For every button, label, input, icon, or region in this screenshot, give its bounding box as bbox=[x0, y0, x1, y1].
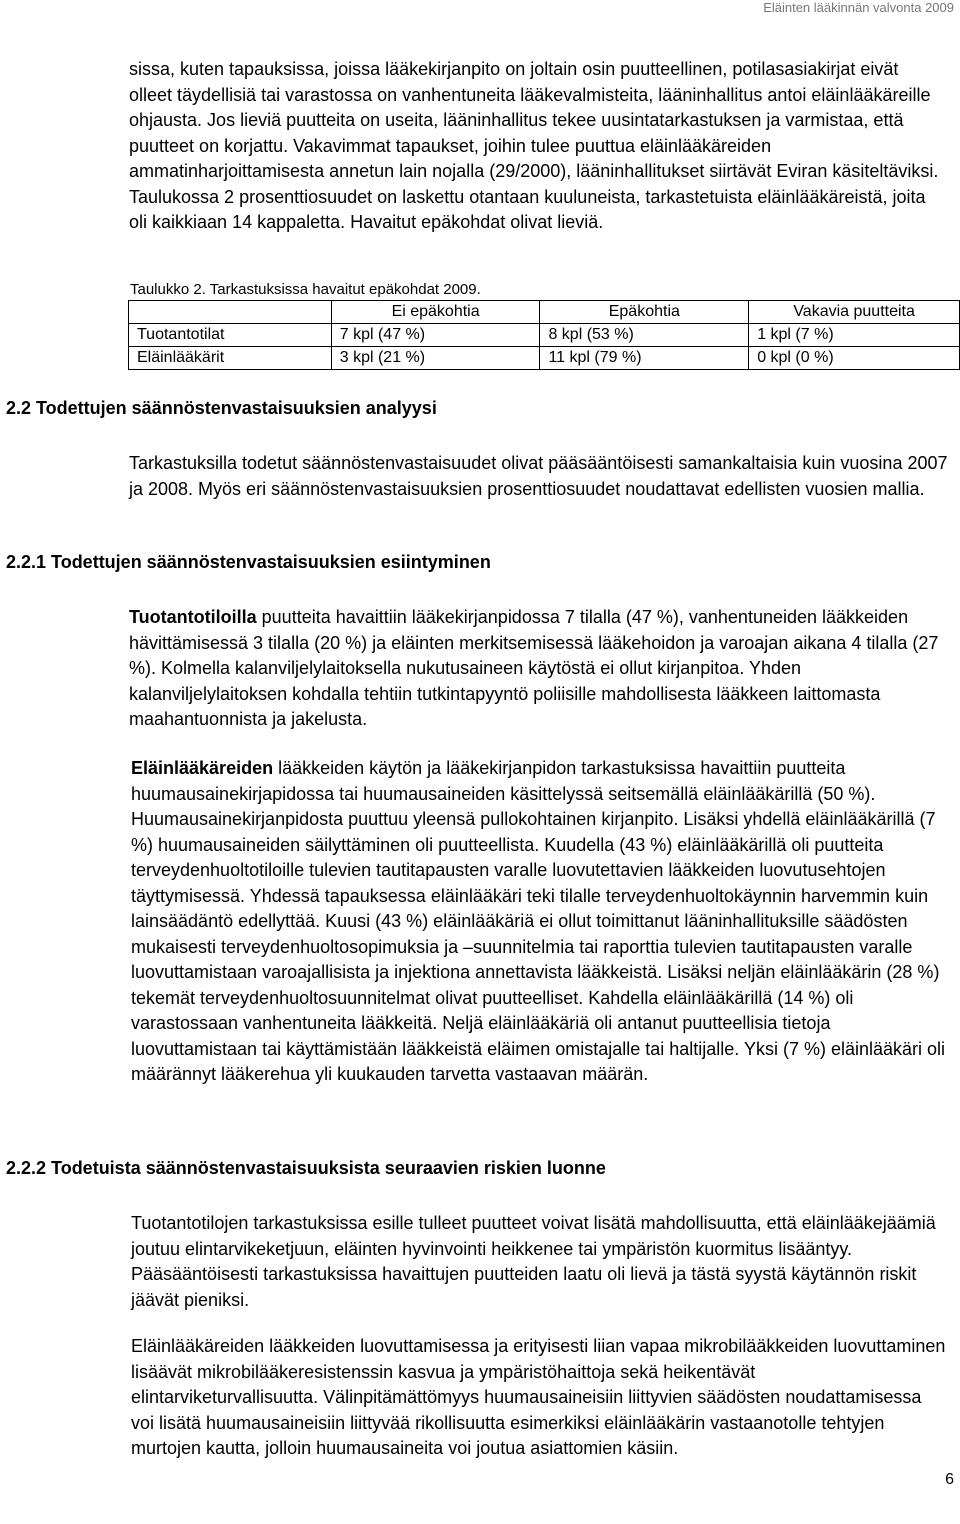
table-cell: 7 kpl (47 %) bbox=[331, 324, 540, 347]
risk-paragraph-2-text: Eläinlääkäreiden lääkkeiden luovuttamisessa ja erityisesti liian vapaa mikrobilääkkeiden luovuttaminen lisäävät mikrobilääkeresistenssin kasvua ja ympäristöhaittoja sekä heikentävät elintarviketurvallisuutta. Välinpitämättömyys huumausaineisiin liittyvien säädösten noudattamisessa voi lisätä huumausaineisiin liittyvää rikollisuutta esimerkiksi eläinlääkärin vastaanotolle tehtyjen murtojen kautta, jolloin huumausaineita voi joutua asiattomien käsiin. bbox=[131, 1336, 946, 1458]
table-cell: 3 kpl (21 %) bbox=[331, 347, 540, 370]
subsection-heading: 2.2.2 Todetuista säännöstenvastaisuuksista seuraavien riskien luonne bbox=[6, 1158, 606, 1178]
production-sites-paragraph bbox=[129, 605, 949, 733]
subsection-heading: 2.2.1 Todettujen säännöstenvastaisuuksien esiintyminen bbox=[6, 552, 491, 572]
intro-paragraph bbox=[129, 57, 945, 236]
risk-paragraph-2 bbox=[131, 1334, 947, 1462]
paragraph-body: lääkkeiden käytön ja lääkekirjanpidon tarkastuksissa havaittiin puutteita huumausainekirjapidossa tai huumausaineiden käsittelyssä seitsemällä eläinlääkärillä (50 %). Huumausainekirjanpidosta puuttuu yleensä pullokohtainen kirjanpito. Lisäksi yhdellä eläinlääkärillä (7 %) huumausaineiden säilyttäminen oli puutteellista. Kuudella (43 %) eläinlääkärillä oli puutteita terveydenhuoltotiloille tulevien tautitapausten varalle luovutettavien lääkkeiden luovutusehtojen täyttymisessä. Yhdessä tapauksessa eläinlääkäri teki tilalle terveydenhuoltokäynnin harvemmin kuin lainsäädäntö edellyttää. Kuusi (43 %) eläinlääkäriä ei ollut toimittanut lääninhallituksille säädösten mukaisesti terveydenhuoltosopimuksia ja –suunnitelmia tai raporttia tulevien tautitapausten varalle luovuttamistaan varoajallisista ja injektiona annettavista lääkkeistä. Lisäksi neljän eläinlääkärin (28 %) tekemät terveydenhuoltosuunnitelmat olivat puutteelliset. Kahdella eläinlääkärillä (14 %) oli varastossaan vanhentuneita lääkkeitä. Neljä eläinlääkäriä oli antanut puutteellisia tietoja luovuttamistaan tai käyttämistään lääkkeistä eläimen omistajalle tai haltijalle. Yksi (7 %) eläinlääkäri oli määrännyt lääkerehua yli kuukauden tarvetta vastaavan määrän. bbox=[131, 758, 946, 1084]
table-cell: 1 kpl (7 %) bbox=[749, 324, 960, 347]
risk-paragraph-1 bbox=[131, 1211, 947, 1313]
intro-paragraph-text: sissa, kuten tapauksissa, joissa lääkekirjanpito on joltain osin puutteellinen, potilasasiakirjat eivät olleet täydellisiä tai varastossa on vanhentuneita lääkevalmisteita, lääninhallitus antoi eläinlääkäreille ohjausta. Jos lieviä puutteita on useita, lääninhallitus tekee uusintatarkastuksen ja varmistaa, että puutteet on korjattu. Vakavimmat tapaukset, joihin tulee puuttua eläinlääkäreiden ammatinharjoittamisesta annetun lain nojalla (29/2000), lääninhallitukset siirtävät Eviran käsiteltäviksi. Taulukossa 2 prosenttiosuudet on laskettu otantaan kuuluneista, tarkastetuista eläinlääkäreistä, joita oli kaikkiaan 14 kappaletta. Havaitut epäkohdat olivat lieviä. bbox=[129, 59, 939, 232]
table-cell: 8 kpl (53 %) bbox=[540, 324, 749, 347]
table-caption: Taulukko 2. Tarkastuksissa havaitut epäkohdat 2009. bbox=[130, 281, 481, 298]
table-cell: 11 kpl (79 %) bbox=[540, 347, 749, 370]
table-header-cell: Epäkohtia bbox=[540, 301, 749, 324]
table-row bbox=[129, 347, 960, 370]
table-cell: 0 kpl (0 %) bbox=[749, 347, 960, 370]
table-header-row bbox=[129, 301, 960, 324]
paragraph-lead: Eläinlääkäreiden bbox=[131, 758, 274, 778]
table-row bbox=[129, 324, 960, 347]
risk-paragraph-1-text: Tuotantotilojen tarkastuksissa esille tulleet puutteet voivat lisätä mahdollisuutta, että eläinlääkejäämiä joutuu elintarvikeketjuun, eläinten hyvinvointi heikkenee tai ympäristön kuormitus lisääntyy. Pääsääntöisesti tarkastuksissa havaittujen puutteiden laatu oli lievä ja tästä syystä käytännön riskit jäävät pieniksi. bbox=[131, 1213, 936, 1310]
veterinarians-paragraph-text bbox=[131, 756, 947, 1088]
paragraph-lead: Tuotantotiloilla bbox=[129, 607, 257, 627]
table-header-cell bbox=[129, 301, 332, 324]
findings-table bbox=[128, 300, 960, 370]
table-header-cell: Vakavia puutteita bbox=[749, 301, 960, 324]
analysis-paragraph-text: Tarkastuksilla todetut säännöstenvastaisuudet olivat pääsääntöisesti samankaltaisia kuin vuosina 2007 ja 2008. Myös eri säännöstenvastaisuuksien prosenttiosuudet noudattavat edellisten vuosien mallia. bbox=[129, 453, 948, 499]
veterinarians-paragraph bbox=[131, 756, 947, 1088]
analysis-paragraph bbox=[129, 451, 949, 502]
table-header-cell: Ei epäkohtia bbox=[331, 301, 540, 324]
table-cell: Tuotantotilat bbox=[129, 324, 332, 347]
page-number: 6 bbox=[945, 1471, 954, 1488]
paragraph-body: puutteita havaittiin lääkekirjanpidossa 7 tilalla (47 %), vanhentuneiden lääkkeiden hävittämisessä 3 tilalla (20 %) ja eläinten merkitsemisessä lääkehoidon ja varoajan aikana 4 tilalla (27 %). Kolmella kalanviljelylaitoksella nukutusaineen käytöstä ei ollut kirjanpitoa. Yhden kalanviljelylaitoksen kohdalla tehtiin tutkintapyyntö poliisille mahdollisesta lääkkeen laittomasta maahantuonnista ja jakelusta. bbox=[129, 607, 939, 729]
table-cell: Eläinlääkärit bbox=[129, 347, 332, 370]
section-heading: 2.2 Todettujen säännöstenvastaisuuksien analyysi bbox=[6, 398, 437, 418]
production-sites-paragraph-text bbox=[129, 605, 949, 733]
running-header: Eläinten lääkinnän valvonta 2009 bbox=[763, 0, 954, 15]
